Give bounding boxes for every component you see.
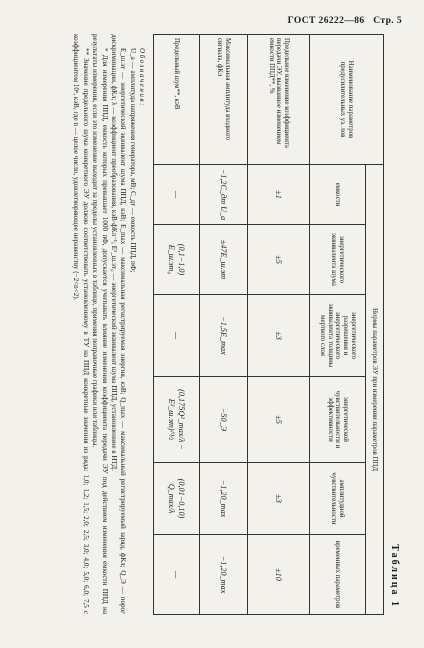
column-header: временных параметров	[310, 535, 366, 615]
cell-value: —	[154, 535, 200, 615]
column-header: энергетической чувствительности и эффективности	[310, 377, 366, 463]
row-name: Предельное изменение коэффициента передачи ЭУ, вызванное изменением емкости ППД**, %	[248, 35, 310, 165]
cell-value: —	[154, 295, 200, 377]
cell-value: −1,5E_max	[200, 295, 248, 377]
column-header: амплитудной чувствительности	[310, 463, 366, 535]
cell-value: (0,01−0,10) Q_max/λ	[154, 463, 200, 535]
note-line: * Для измерения ППД, емкость которых превышает 1000 пФ, допускается учитывать влияние изменения коэффициента передачи ЭУ под действием изменения емкости ППД на результаты измерения, если это изменение выходит за пределы установленных в таблице, применяя поправочные графики или таблицы.	[91, 34, 109, 614]
cell-value: ±10	[248, 535, 310, 615]
table-row	[248, 35, 310, 615]
cell-value: (0,1−1,0) E_ш.эт₀	[154, 225, 200, 295]
table-row	[200, 35, 248, 615]
norms-table	[153, 34, 384, 615]
notes-section	[71, 34, 146, 614]
first-column-header: Наименование параметров предусилительных уз. лов	[310, 35, 384, 165]
cell-value: —	[154, 165, 200, 225]
table-row	[154, 35, 200, 615]
cell-value: ±5	[248, 377, 310, 463]
cell-value: ±3	[248, 295, 310, 377]
column-header: энергетического разрешения и энергетического эквивалента толщины мертвого слоя	[310, 295, 366, 377]
cell-value: −1,20_max	[200, 463, 248, 535]
notes-title: Обозначения:	[138, 48, 146, 108]
column-header: емкости	[310, 165, 366, 225]
note-line: E_ш.эт — энергетический эквивалент шума ППД, кэВ; E_max — максимальная регистрируемая энергия, кэВ; Q_max — максимальный регистрируемый заряд, фКл; Q_Э — порог дискриминации, фКл; λ — коэффициент преобразования, кэВ·фКл⁻¹; E²_ш.эт₀ — энергетический эквивалент шума ППД, установленное в НТД.	[109, 34, 128, 614]
cell-value: (0,175Q²_max/λ − E²_ш.эт)^½	[154, 377, 200, 463]
cell-value: ±1	[248, 165, 310, 225]
table-title: Нормы параметров ЭУ при измерении параметров ППД	[366, 165, 384, 615]
page-number: Стр. 5	[373, 16, 402, 26]
note-line: ** Значение предельного шума конкретного ЭУ должно соответствовать установленному в ТУ на ППД конкретные значения из ряда: 1,0; 1,2; 1,5; 2,0; 2,5; 3,0; 4,0; 5,0; 6,0; 7,5 с коэффициентом 10ⁿ, кэВ, где n — целое число, удовлетворяющее неравенству (−2<n<2).	[72, 34, 90, 614]
cell-value: ±5	[248, 225, 310, 295]
cell-value: ±3	[248, 463, 310, 535]
rotated-content	[48, 34, 400, 614]
table-label: Таблица 1	[389, 544, 400, 608]
cell-value: −1,20_max	[200, 535, 248, 615]
column-header: энергетического эквивалента шума	[310, 225, 366, 295]
cell-value: −50_Э	[200, 377, 248, 463]
cell-value: ±47E_ш.эт	[200, 225, 248, 295]
note-line: U_а — амплитуда напряжения генератора, мВ; C_дт — емкость ППД, пФ;	[128, 48, 137, 273]
cell-value: −1,2C_дт U_а	[200, 165, 248, 225]
standard-number: ГОСТ 26222—86	[287, 16, 365, 26]
page-header	[282, 16, 402, 26]
row-name: Максимальная амплитуда входного сигнала, фКл	[200, 35, 248, 165]
row-name: Предельный шум**, кэВ	[154, 35, 200, 165]
